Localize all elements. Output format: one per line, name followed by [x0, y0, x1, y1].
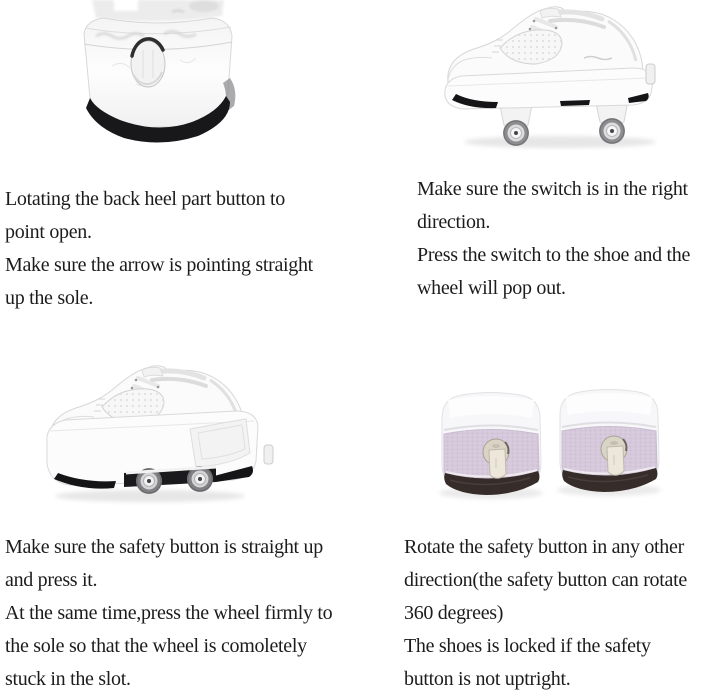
- instruction-step-2: [417, 173, 690, 305]
- rear-wheel: [599, 118, 625, 144]
- instruction-line: Rotate the safety button in any other: [404, 536, 684, 558]
- instruction-line: stuck in the slot.: [5, 668, 131, 690]
- right-heel-safety-button: [557, 390, 661, 497]
- heel-switch-tab: [264, 445, 273, 464]
- instruction-line: direction(the safety button can rotate: [404, 569, 687, 591]
- instruction-line: Make sure the switch is in the right: [417, 178, 688, 200]
- shoe-wheels-out-photo: [438, 2, 670, 150]
- instruction-line: point open.: [5, 221, 92, 243]
- shoe-wheels-in-photo: [38, 353, 275, 505]
- instruction-line: the sole so that the wheel is comoletely: [5, 635, 307, 657]
- instruction-step-4: [404, 531, 687, 696]
- instruction-line: Make sure the safety button is straight up: [5, 536, 323, 558]
- instruction-line: direction.: [417, 211, 491, 233]
- instruction-line: button is not uptright.: [404, 668, 571, 690]
- instruction-step-1: [5, 183, 313, 315]
- front-wheel: [503, 120, 529, 146]
- instruction-line: The shoes is locked if the safety: [404, 635, 651, 657]
- blurred-shoe-upper: [92, 0, 224, 22]
- instruction-line: Press the switch to the shoe and the: [417, 244, 691, 266]
- floor-shadow: [464, 136, 656, 148]
- instruction-line: Lotating the back heel part button to: [5, 188, 285, 210]
- instruction-line: and press it.: [5, 569, 98, 591]
- instruction-line: up the sole.: [5, 287, 94, 309]
- instruction-line: 360 degrees): [404, 602, 504, 624]
- heel-release-button: [131, 39, 165, 87]
- shoe-heel-button-photo: [72, 0, 240, 145]
- instruction-line: wheel will pop out.: [417, 277, 566, 299]
- instruction-line: Make sure the arrow is pointing straight: [5, 254, 313, 276]
- left-heel-safety-button: [439, 393, 543, 500]
- heel-switch-tab: [646, 64, 655, 84]
- instruction-step-3: [5, 531, 332, 696]
- tongue: [540, 8, 561, 18]
- instruction-line: At the same time,press the wheel firmly to: [5, 602, 333, 624]
- heel-pair-safety-buttons-photo: [435, 385, 670, 505]
